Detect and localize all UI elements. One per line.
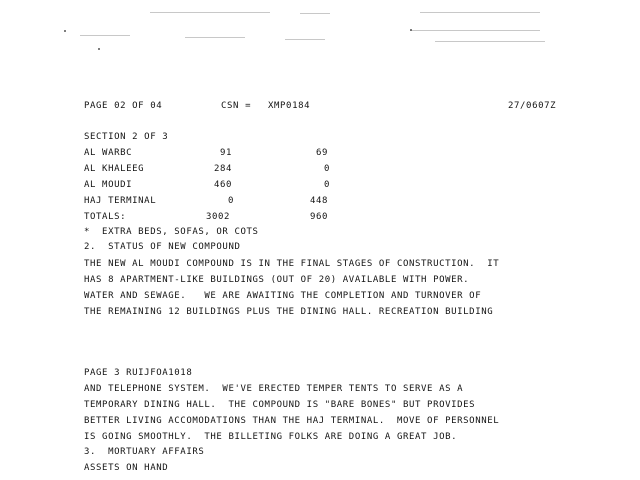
row-col1: 284 bbox=[214, 164, 233, 174]
paragraph-line: 3. MORTUARY AFFAIRS bbox=[84, 447, 205, 457]
paragraph-line: IS GOING SMOOTHLY. THE BILLETING FOLKS ARE DOING A GREAT JOB. bbox=[84, 432, 458, 442]
row-name: AL MOUDI bbox=[84, 180, 133, 190]
paragraph-line: 2. STATUS OF NEW COMPOUND bbox=[84, 242, 241, 252]
row-col1: 0 bbox=[228, 196, 235, 206]
row-col1: 3002 bbox=[206, 212, 231, 222]
page-header-label: PAGE 02 OF 04 bbox=[84, 101, 163, 111]
csn-label: CSN = bbox=[221, 101, 252, 111]
row-col2: 0 bbox=[324, 164, 331, 174]
message-date: 27/0607Z bbox=[508, 101, 557, 111]
paragraph-line: ASSETS ON HAND bbox=[84, 463, 169, 473]
row-col1: 91 bbox=[220, 148, 233, 158]
row-name: AL KHALEEG bbox=[84, 164, 145, 174]
table-footnote: * EXTRA BEDS, SOFAS, OR COTS bbox=[84, 227, 259, 237]
paragraph-line: WATER AND SEWAGE. WE ARE AWAITING THE COMPLETION AND TURNOVER OF bbox=[84, 291, 482, 301]
row-name: AL WARBC bbox=[84, 148, 133, 158]
paragraph-line: TEMPORARY DINING HALL. THE COMPOUND IS "BARE BONES" BUT PROVIDES bbox=[84, 400, 476, 410]
paragraph-line: THE REMAINING 12 BUILDINGS PLUS THE DINING HALL. RECREATION BUILDING bbox=[84, 307, 494, 317]
row-col2: 448 bbox=[310, 196, 329, 206]
section-title: SECTION 2 OF 3 bbox=[84, 132, 169, 142]
row-name: HAJ TERMINAL bbox=[84, 196, 157, 206]
row-name: TOTALS: bbox=[84, 212, 127, 222]
paragraph-line: BETTER LIVING ACCOMODATIONS THAN THE HAJ TERMINAL. MOVE OF PERSONNEL bbox=[84, 416, 500, 426]
row-col1: 460 bbox=[214, 180, 233, 190]
row-col2: 69 bbox=[316, 148, 329, 158]
paragraph-line: HAS 8 APARTMENT-LIKE BUILDINGS (OUT OF 20) AVAILABLE WITH POWER. bbox=[84, 275, 470, 285]
page3-header: PAGE 3 RUIJFOA1018 bbox=[84, 368, 193, 378]
row-col2: 0 bbox=[324, 180, 331, 190]
paragraph-line: THE NEW AL MOUDI COMPOUND IS IN THE FINAL STAGES OF CONSTRUCTION. IT bbox=[84, 259, 500, 269]
row-col2: 960 bbox=[310, 212, 329, 222]
csn-value: XMP0184 bbox=[268, 101, 311, 111]
paragraph-line: AND TELEPHONE SYSTEM. WE'VE ERECTED TEMPER TENTS TO SERVE AS A bbox=[84, 384, 464, 394]
